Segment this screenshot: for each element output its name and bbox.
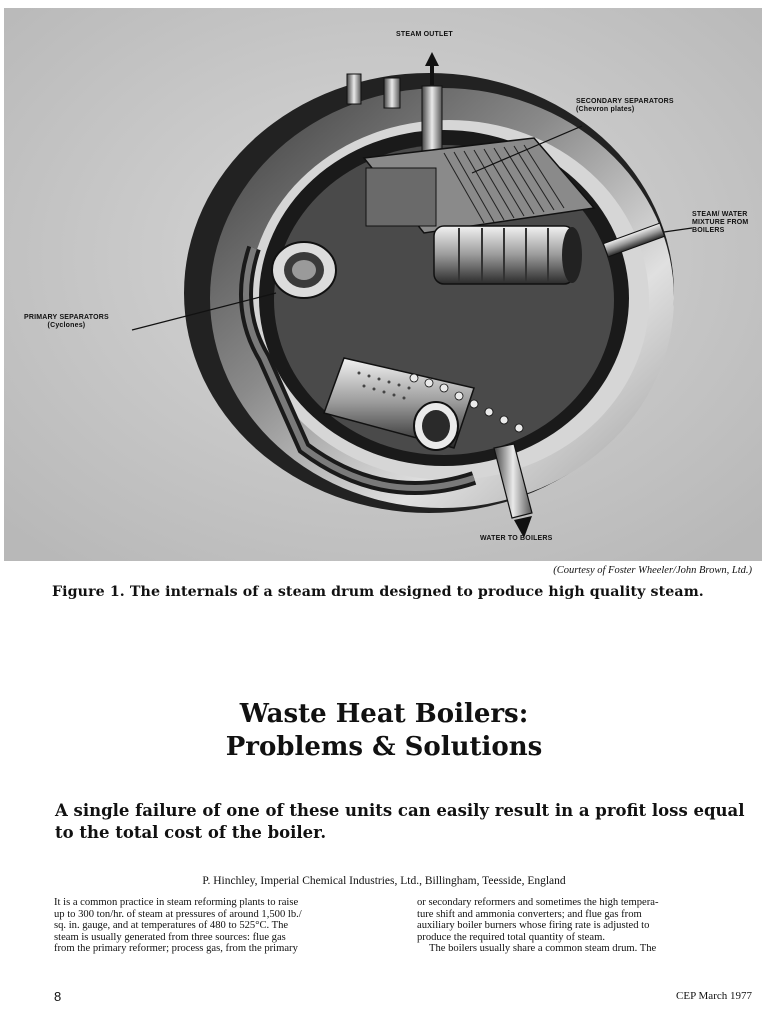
page-number: 8 [54, 989, 62, 1004]
body-line: The boilers usually share a common steam drum. The [429, 943, 657, 955]
body-line: up to 300 ton/hr. of steam at pressures of around 1,500 lb./ [54, 908, 302, 920]
body-line: produce the required total quantity of steam. [417, 931, 605, 943]
figure-caption: Figure 1. The internals of a steam drum designed to produce high quality steam. [52, 584, 704, 600]
author-byline: P. Hinchley, Imperial Chemical Industries, Ltd., Billingham, Teesside, England [202, 875, 566, 887]
figure-credit: (Courtesy of Foster Wheeler/John Brown, Ltd.) [553, 565, 752, 576]
body-column-1 [54, 897, 389, 955]
label-water-to-boilers: WATER TO BOILERS [480, 535, 553, 542]
steam-drum-illustration [4, 8, 762, 561]
body-line: from the primary reformer; process gas, from the primary [54, 943, 298, 955]
body-line: or secondary reformers and sometimes the high tempera- [417, 897, 659, 908]
body-line: steam is usually generated from three sources: flue gas [54, 931, 286, 943]
journal-footer: CEP March 1977 [676, 990, 752, 1002]
steam-outlet-nozzle [422, 86, 442, 158]
label-steam-water-mixture: STEAM/ WATER MIXTURE FROM BOILERS [692, 211, 749, 234]
body-line: auxiliary boiler burners whose firing rate is adjusted to [417, 920, 650, 932]
label-primary-separators: PRIMARY SEPARATORS (Cyclones) [24, 314, 109, 329]
steam-drum-figure [4, 8, 762, 561]
body-line: It is a common practice in steam reforming plants to raise [54, 897, 299, 908]
title-line-1: Waste Heat Boilers: [239, 699, 529, 729]
article-subhead: A single failure of one of these units can easily result in a profit loss equal to the total cost of the boiler. [55, 801, 745, 842]
body-line: ture shift and ammonia converters; and flue gas from [417, 908, 642, 920]
body-column-2 [417, 897, 752, 955]
label-secondary-separators: SECONDARY SEPARATORS (Chevron plates) [576, 98, 674, 113]
article-title [0, 698, 768, 764]
body-line: sq. in. gauge, and at temperatures of 480 to 525°C. The [54, 920, 289, 932]
label-steam-outlet: STEAM OUTLET [396, 31, 453, 38]
title-line-2: Problems & Solutions [225, 732, 543, 762]
